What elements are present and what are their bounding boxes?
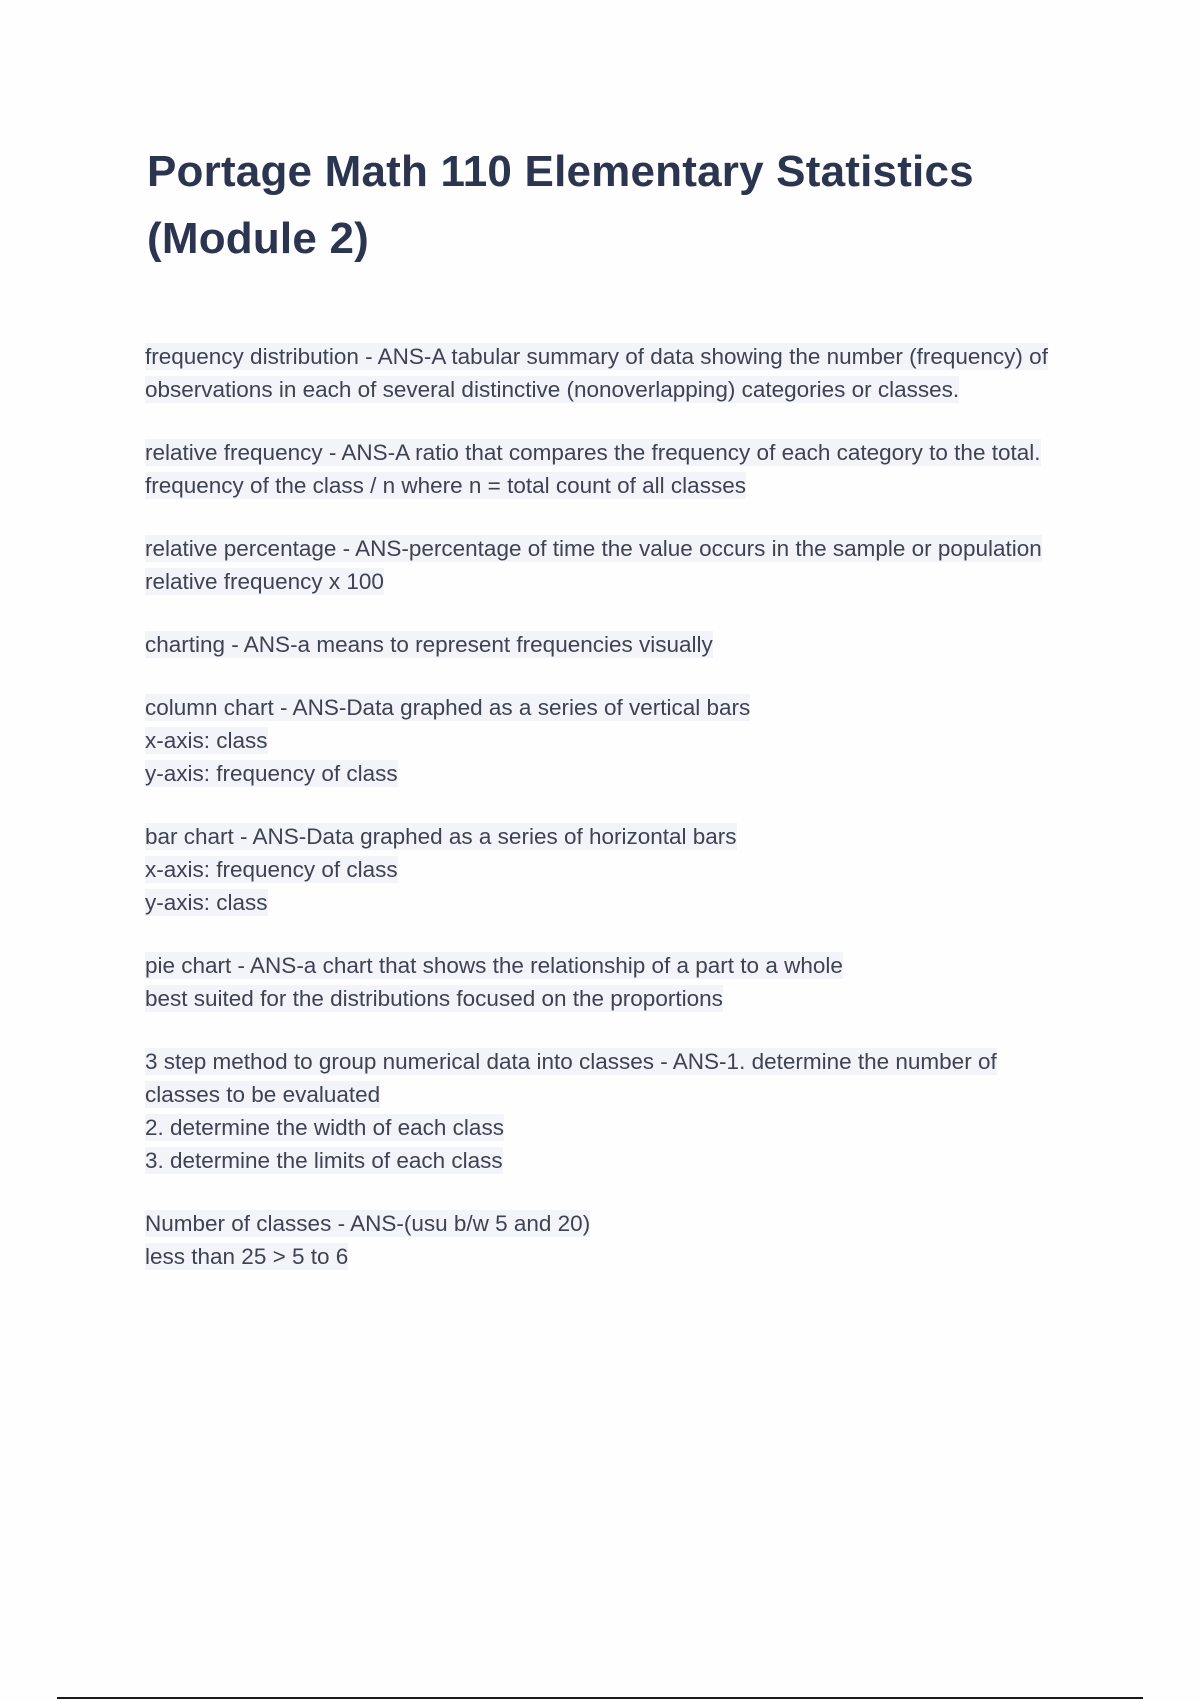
entry-number-of-classes (145, 1207, 1075, 1273)
entry-text: y-axis: frequency of class (145, 761, 398, 786)
entry-charting (145, 628, 1075, 661)
entry-relative-frequency (145, 436, 1075, 502)
entry-text: relative percentage - ANS-percentage of time the value occurs in the sample or population (145, 536, 1042, 561)
entry-text: charting - ANS-a means to represent frequencies visually (145, 632, 713, 657)
document-title: Portage Math 110 Elementary Statistics (Module 2) (147, 147, 974, 263)
entry-text: x-axis: frequency of class (145, 857, 398, 882)
entry-text: pie chart - ANS-a chart that shows the relationship of a part to a whole (145, 953, 843, 978)
entry-text: 3 step method to group numerical data into classes - ANS-1. determine the number of classes to be evaluated (145, 1049, 997, 1107)
entry-text: 2. determine the width of each class (145, 1115, 504, 1140)
entry-text: relative frequency x 100 (145, 569, 384, 594)
entry-text: frequency distribution - ANS-A tabular summary of data showing the number (frequency) of observations in each of several distinctive (nonoverlapping) categories or classes. (145, 344, 1048, 402)
entry-bar-chart (145, 820, 1075, 919)
flashcard-list (145, 340, 1075, 1303)
entry-text: less than 25 > 5 to 6 (145, 1244, 349, 1269)
entry-text: x-axis: class (145, 728, 268, 753)
entry-column-chart (145, 691, 1075, 790)
entry-text: best suited for the distributions focused on the proportions (145, 986, 723, 1011)
entry-text: y-axis: class (145, 890, 268, 915)
entry-pie-chart (145, 949, 1075, 1015)
entry-text: column chart - ANS-Data graphed as a series of vertical bars (145, 695, 751, 720)
page-bottom-rule (57, 1697, 1143, 1699)
entry-frequency-distribution (145, 340, 1075, 406)
entry-text: bar chart - ANS-Data graphed as a series of horizontal bars (145, 824, 737, 849)
entry-three-step-method (145, 1045, 1075, 1177)
entry-text: frequency of the class / n where n = total count of all classes (145, 473, 746, 498)
entry-relative-percentage (145, 532, 1075, 598)
entry-text: 3. determine the limits of each class (145, 1148, 503, 1173)
entry-text: relative frequency - ANS-A ratio that compares the frequency of each category to the total. (145, 440, 1041, 465)
entry-text: Number of classes - ANS-(usu b/w 5 and 20) (145, 1211, 591, 1236)
